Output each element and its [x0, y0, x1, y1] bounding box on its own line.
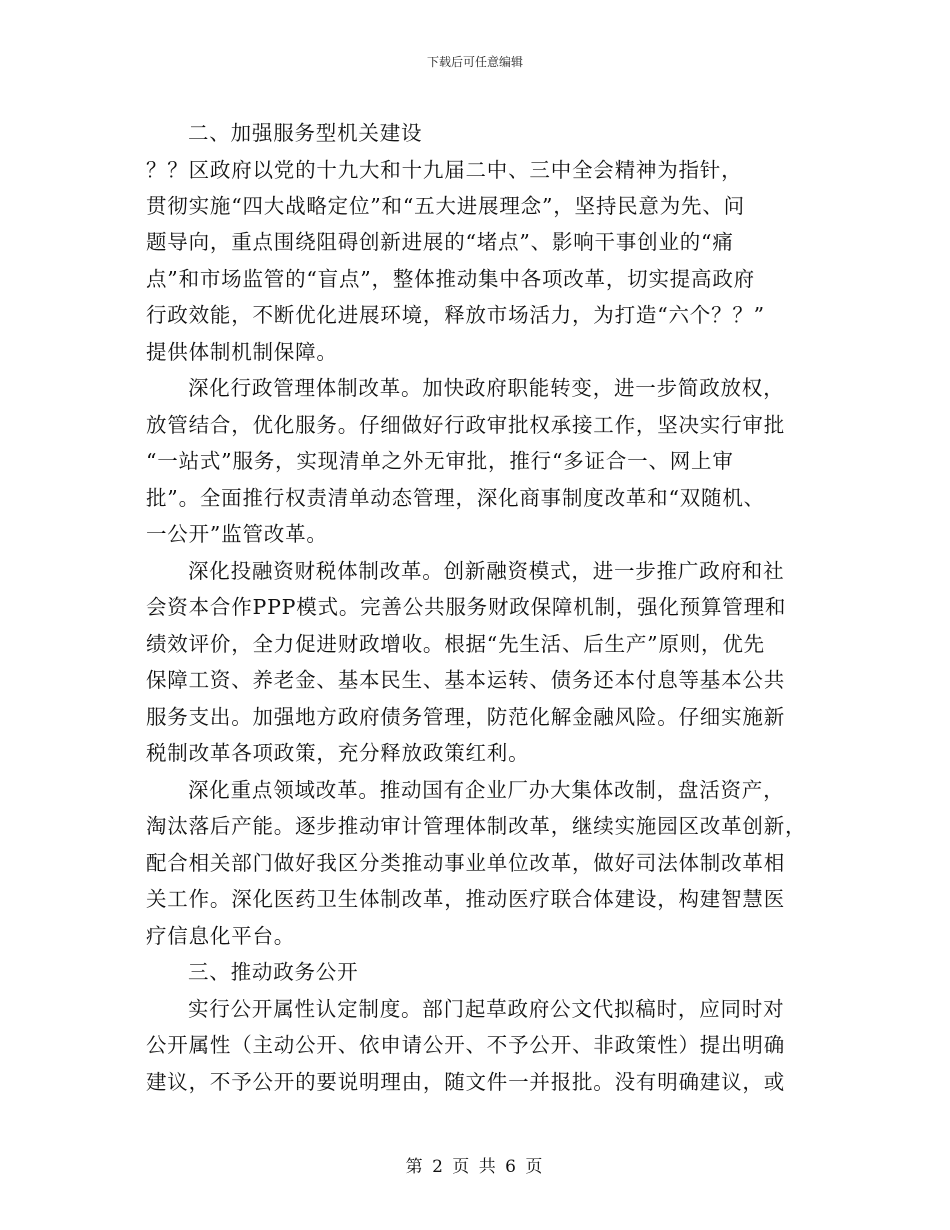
text-line: 一公开”监管改革。: [146, 522, 328, 546]
text-line: 实行公开属性认定制度。部门起草政府公文代拟稿时，应同时对: [188, 997, 785, 1021]
text-line: 配合相关部门做好我区分类推动事业单位改革，做好司法体制改革相: [146, 851, 785, 875]
text-line: 公开属性（主动公开、依申请公开、不予公开、非政策性）提出明确: [146, 1033, 785, 1057]
text-line: 深化重点领域改革。推动国有企业厂办大集体改制，盘活资产，: [188, 778, 785, 802]
text-line: 关工作。深化医药卫生体制改革，推动医疗联合体建设，构建智慧医: [146, 887, 785, 911]
text-line: 服务支出。加强地方政府债务管理，防范化解金融风险。仔细实施新: [146, 705, 785, 729]
text-line: 淘汰落后产能。逐步推动审计管理体制改革，继续实施园区改革创新，: [146, 814, 807, 838]
page-header: 下载后可任意编辑: [426, 55, 523, 69]
section-heading: 三、推动政务公开: [188, 960, 359, 984]
text-line: 批”。全面推行权责清单动态管理，深化商事制度改革和“双随机、: [146, 486, 765, 510]
section-heading: 二、加强服务型机关建设: [188, 121, 423, 145]
text-line: 贯彻实施“四大战略定位”和“五大进展理念”，坚持民意为先、问: [146, 194, 745, 218]
text-line: 题导向，重点围绕阻碍创新进展的“堵点”、影响干事创业的“痛: [146, 230, 734, 254]
text-line: 深化行政管理体制改革。加快政府职能转变，进一步简政放权，: [188, 376, 785, 400]
text-line: 会资本合作PPP模式。完善公共服务财政保障机制，强化预算管理和: [146, 595, 787, 619]
text-line: 深化投融资财税体制改革。创新融资模式，进一步推广政府和社: [188, 559, 785, 583]
text-line: “一站式”服务，实现清单之外无审批，推行“多证合一、网上审: [146, 449, 734, 473]
text-line: 点”和市场监管的“盲点”，整体推动集中各项改革，切实提高政府: [146, 267, 755, 291]
text-line: 保障工资、养老金、基本民生、基本运转、债务还本付息等基本公共: [146, 668, 785, 692]
text-line: ？？区政府以党的十九大和十九届二中、三中全会精神为指针，: [146, 158, 743, 182]
text-line: 税制改革各项政策，充分释放政策红利。: [146, 741, 530, 765]
page-footer: 第 2 页 共 6 页: [405, 1157, 545, 1177]
text-line: 提供体制机制保障。: [146, 340, 338, 364]
text-line: 疗信息化平台。: [146, 924, 296, 948]
text-line: 绩效评价，全力促进财政增收。根据“先生活、后生产”原则，优先: [146, 632, 765, 656]
text-line: 行政效能，不断优化进展环境，释放市场活力，为打造“六个？？”: [146, 303, 765, 327]
text-line: 放管结合，优化服务。仔细做好行政审批权承接工作，坚决实行审批: [146, 413, 785, 437]
text-line: 建议，不予公开的要说明理由，随文件一并报批。没有明确建议，或: [146, 1070, 785, 1094]
